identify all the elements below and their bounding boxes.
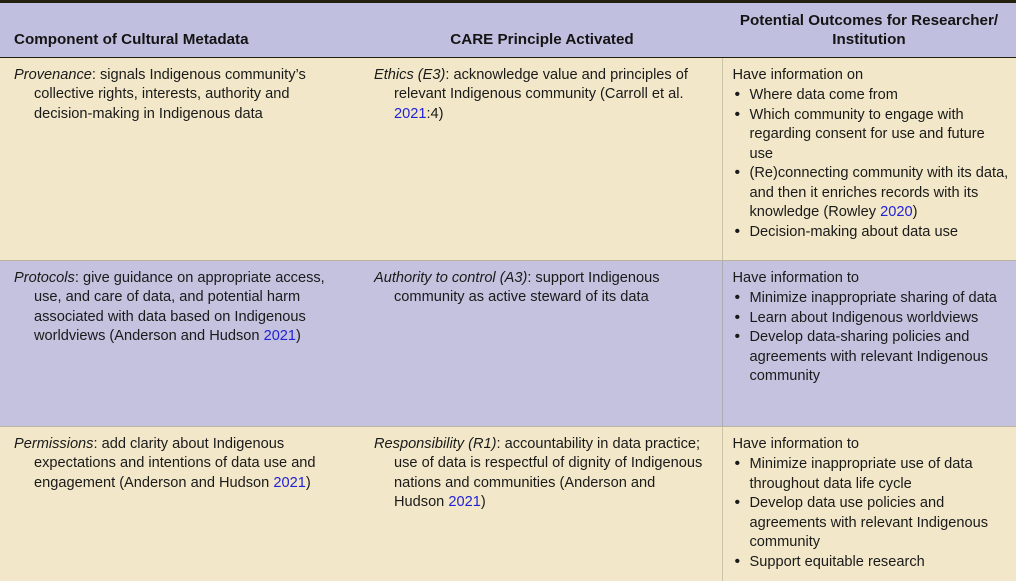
- cell-term: Ethics (E3): [374, 66, 446, 83]
- header-row: [0, 2, 1016, 58]
- list-item: [733, 223, 1011, 242]
- list-item: [733, 553, 1011, 572]
- table-header: [0, 2, 1016, 58]
- cell-outcomes: [722, 57, 1016, 260]
- list-item: [733, 289, 1011, 308]
- cell-term: Protocols: [14, 269, 75, 286]
- cell-text-tail: ): [305, 474, 311, 491]
- component-paragraph: [14, 269, 350, 347]
- cell-text: Learn about Indigenous worldviews: [749, 309, 979, 326]
- list-item: [733, 328, 1011, 386]
- principle-paragraph: [374, 66, 708, 124]
- outcomes-lead-in: Have information to: [732, 435, 860, 452]
- cell-term: Responsibility (R1): [374, 435, 497, 452]
- table-row: [0, 57, 1016, 260]
- outcomes-list: [733, 455, 1011, 572]
- citation-link[interactable]: 2021: [263, 328, 297, 345]
- outcomes-list: [733, 86, 1011, 242]
- column-header-outcomes: [722, 2, 1016, 58]
- cell-text: : give guidance on appropriate access, use, and care of data, and potential harm associated with data based on Indigenous worldviews (Anderson and Hudson: [34, 269, 325, 345]
- cell-text: : signals Indigenous community’s collective rights, interests, authority and decision-making in Indigenous data: [34, 66, 306, 122]
- column-header-outcomes-label: Potential Outcomes for Researcher/ Institution: [739, 12, 999, 49]
- cell-principle: [362, 260, 722, 426]
- cell-component: [0, 57, 362, 260]
- citation-link[interactable]: 2021: [273, 474, 306, 491]
- cell-text: : support Indigenous community as active steward of its data: [394, 269, 660, 306]
- citation-link[interactable]: 2021: [448, 494, 481, 511]
- cell-text-tail: ): [912, 204, 918, 221]
- cell-principle: [362, 426, 722, 581]
- component-paragraph: [14, 66, 350, 124]
- cell-component: [0, 426, 362, 581]
- cell-text: : add clarity about Indigenous expectations and intentions of data use and engagement (Anderson and Hudson: [34, 435, 316, 491]
- principle-paragraph: [374, 269, 708, 308]
- table-row: [0, 260, 1016, 426]
- cell-text: : accountability in data practice; use of data is respectful of dignity of Indigenous nations and communities (Anderson and Hudson: [394, 435, 703, 511]
- cell-outcomes: [722, 260, 1016, 426]
- cell-text-tail: ): [480, 494, 486, 511]
- component-paragraph: [14, 435, 350, 493]
- cell-text: Minimize inappropriate sharing of data: [749, 290, 997, 307]
- cell-text: (Re)connecting community with its data, and then it enriches records with its knowledge (Rowley: [749, 165, 1009, 221]
- citation-link[interactable]: 2021: [394, 105, 427, 122]
- cell-term: Permissions: [14, 435, 94, 452]
- principle-paragraph: [374, 435, 708, 513]
- cell-principle: [362, 57, 722, 260]
- cell-outcomes: [722, 426, 1016, 581]
- column-header-component-label: Component of Cultural Metadata: [14, 31, 249, 49]
- cell-text: Decision-making about data use: [749, 223, 958, 240]
- list-item: [733, 106, 1011, 164]
- table-row: [0, 426, 1016, 581]
- cell-text: Develop data-sharing policies and agreements with relevant Indigenous community: [749, 329, 989, 385]
- list-item: [733, 309, 1011, 328]
- cell-text: Support equitable research: [749, 553, 925, 570]
- column-header-principle-label: CARE Principle Activated: [450, 31, 634, 49]
- cell-component: [0, 260, 362, 426]
- cell-term: Provenance: [14, 66, 92, 83]
- citation-link[interactable]: 2020: [880, 204, 913, 221]
- outcomes-lead-in: Have information on: [732, 66, 864, 83]
- outcomes-list: [733, 289, 1011, 386]
- outcomes-lead-in: Have information to: [732, 269, 860, 286]
- cell-text: Which community to engage with regarding consent for use and future use: [749, 106, 985, 162]
- table-body: [0, 57, 1016, 581]
- list-item: [733, 86, 1011, 105]
- cell-text: Where data come from: [749, 87, 898, 104]
- column-header-principle: [362, 2, 722, 58]
- list-item: [733, 164, 1011, 222]
- cell-text: : acknowledge value and principles of relevant Indigenous community (Carroll et al.: [394, 66, 688, 103]
- list-item: [733, 455, 1011, 494]
- cell-text-tail: ): [296, 328, 301, 345]
- cell-text: Develop data use policies and agreements with relevant Indigenous community: [749, 495, 989, 551]
- cell-term: Authority to control (A3): [374, 269, 528, 286]
- cell-text: Minimize inappropriate use of data throughout data life cycle: [749, 456, 973, 492]
- cell-text-tail: :4): [426, 105, 444, 122]
- list-item: [733, 494, 1011, 552]
- column-header-component: [0, 2, 362, 58]
